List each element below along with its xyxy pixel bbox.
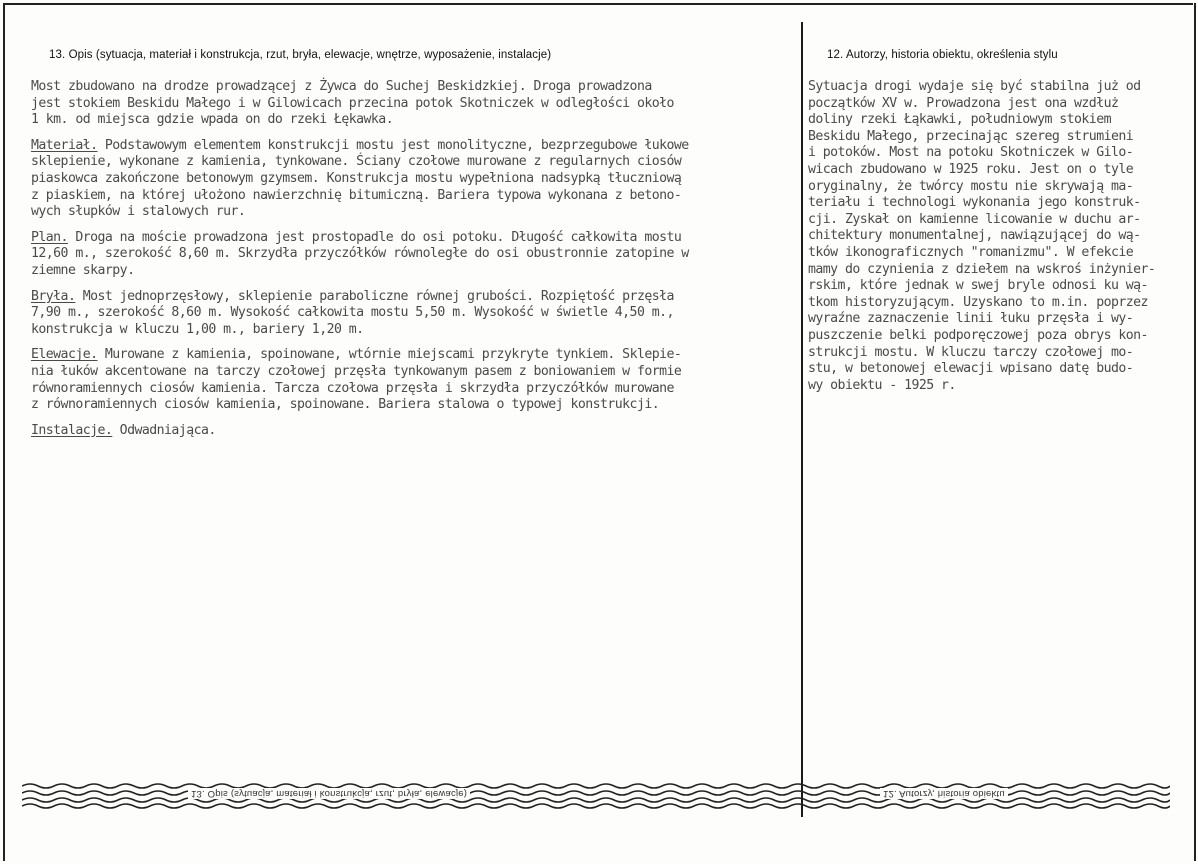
- text-line: [31, 381, 786, 398]
- section-label: Elewacje.: [31, 347, 98, 363]
- text-line: [31, 154, 786, 171]
- text-line-content: jest stokiem Beskidu Małego i w Gilowicach przecina potok Skotniczek w odległości około: [31, 95, 674, 111]
- text-line: puszczenie belki podporęczowej poza obrys kon-: [808, 327, 1148, 343]
- page-border-top: [3, 3, 1193, 5]
- footer-mirrored-right-caption: 12. Autorzy, historia obiektu: [880, 788, 1008, 799]
- text-line-content: Podstawowym elementem konstrukcji mostu jest monolityczne, bezprzegubowe łukowe: [97, 137, 689, 153]
- text-line-content: Murowane z kamienia, spoinowane, wtórnie miejscami przykryte tynkiem. Sklepie-: [97, 347, 682, 363]
- text-line-content: Most jednoprzęsłowy, sklepienie paraboliczne równej grubości. Rozpiętość przęsła: [75, 288, 674, 304]
- text-line: tkom historyzującym. Uzyskano to m.in. poprzez: [808, 294, 1148, 310]
- text-line: [31, 204, 786, 221]
- text-line: [31, 322, 786, 339]
- text-line: [31, 138, 786, 155]
- description-paragraph: [31, 423, 786, 440]
- description-paragraph: [31, 138, 786, 221]
- text-line: Beskidu Małego, przecinając szereg strumieni: [808, 128, 1134, 144]
- text-line: wy obiektu - 1925 r.: [808, 377, 956, 393]
- description-column: [31, 79, 786, 448]
- text-line-content: 7,90 m., szerokość 8,60 m. Wysokość całkowita mostu 5,50 m. Wysokość w świetle 4,50 m.,: [31, 305, 674, 321]
- description-paragraph: [31, 230, 786, 280]
- text-line: [31, 423, 786, 440]
- section-label: Bryła.: [31, 288, 76, 304]
- history-column: [808, 79, 1190, 394]
- description-paragraph: [31, 347, 786, 413]
- text-line: [31, 246, 786, 263]
- text-line: [31, 112, 786, 129]
- text-line-content: z piaskiem, na której ułożono nawierzchnię bitumiczną. Bariera typowa wykonana z betono-: [31, 187, 682, 203]
- text-line-content: z równoramiennych ciosów kamienia, spoinowane. Bariera stalowa o typowej konstrukcji.: [31, 397, 660, 413]
- column-divider: [801, 22, 803, 817]
- text-line: oryginalny, że twórcy mostu nie skrywają ma-: [808, 178, 1134, 194]
- text-line: tków ikonograficznych "romanizmu". W efekcie: [808, 244, 1134, 260]
- text-line: strukcji mostu. W kluczu tarczy czołowej mo-: [808, 344, 1134, 360]
- text-line: [31, 188, 786, 205]
- text-line-content: wych słupków i stalowych rur.: [31, 204, 246, 220]
- text-line: początków XV w. Prowadzona jest ona wzdłuż: [808, 95, 1119, 111]
- text-line-content: piaskowca zakończone betonowym gzymsem. Konstrukcja mostu wypełniona nadsypką tłuczniową: [31, 170, 682, 186]
- text-line: wyraźne zaznaczenie linii łuku przęsła i wy-: [808, 311, 1134, 327]
- page-border-right: [1194, 3, 1196, 861]
- text-line-content: 12,60 m., szerokość 8,60 m. Skrzydła przyczółków równoległe do osi obustronnie zatopine w: [31, 246, 689, 262]
- text-line-content: 1 km. od miejsca gdzie wpada on do rzeki Łękawka.: [31, 112, 394, 128]
- left-column-header: 13. Opis (sytuacja, materiał i konstrukcja, rzut, bryła, elewacje, wnętrze, wyposażenie, instalacje): [49, 49, 552, 61]
- text-line: [31, 397, 786, 414]
- text-line: rskim, które jednak w swej bryle odnosi ku wą-: [808, 278, 1148, 294]
- text-line: chitektury monumentalnej, nawiązującej do wą-: [808, 228, 1141, 244]
- text-line-content: Droga na moście prowadzona jest prostopadle do osi potoku. Długość całkowita mostu: [67, 229, 682, 245]
- text-line: [31, 305, 786, 322]
- text-line: [31, 364, 786, 381]
- text-line: i potoków. Most na potoku Skotniczek w Gilo-: [808, 145, 1134, 161]
- text-line-content: konstrukcja w kluczu 1,00 m., bariery 1,20 m.: [31, 321, 364, 337]
- section-label: Materiał.: [31, 137, 98, 153]
- text-line: wicach zbudowano w 1925 roku. Jest on o tyle: [808, 161, 1134, 177]
- text-line: doliny rzeki Łąkawki, południowym stokiem: [808, 112, 1111, 128]
- text-line: teriału i technologi wykonania jego konstruk-: [808, 195, 1141, 211]
- description-paragraph: [31, 79, 786, 129]
- text-line: mamy do czynienia z dziełem na wskroś inżynier-: [808, 261, 1156, 277]
- text-line-content: Most zbudowano na drodze prowadzącej z Żywca do Suchej Beskidzkiej. Droga prowadzona: [31, 79, 652, 94]
- text-line: cji. Zyskał on kamienne licowanie w duchu ar-: [808, 211, 1141, 227]
- page-border-left: [3, 3, 5, 861]
- text-line: Sytuacja drogi wydaje się być stabilna już od: [808, 79, 1141, 94]
- footer-mirrored-left-caption: 13. Opis (sytuacja, materiał i konstrukcja, rzut, bryła, elewacje): [188, 788, 470, 799]
- right-column-header: 12. Autorzy, historia obiektu, określenia stylu: [827, 49, 1058, 61]
- description-paragraph: [31, 289, 786, 339]
- text-line: stu, w betonowej elewacji wpisano datę budo-: [808, 361, 1134, 377]
- text-line: [31, 263, 786, 280]
- section-label: Plan.: [31, 229, 68, 245]
- text-line: [31, 347, 786, 364]
- text-line: [31, 79, 786, 96]
- text-line-content: nia łuków akcentowane na tarczy czołowej przęsła tynkowanym pasem z boniowaniem w formie: [31, 363, 682, 379]
- text-line-content: ziemne skarpy.: [31, 262, 135, 278]
- text-line: [31, 96, 786, 113]
- text-line-content: równoramiennych ciosów kamienia. Tarcza czołowa przęsła i skrzydła przyczółków murowane: [31, 380, 674, 396]
- text-line: [31, 171, 786, 188]
- text-line: [31, 230, 786, 247]
- text-line: [31, 289, 786, 306]
- text-line-content: Odwadniająca.: [112, 422, 216, 438]
- text-line-content: sklepienie, wykonane z kamienia, tynkowane. Ściany czołowe murowane z regularnych ciosów: [31, 154, 682, 170]
- section-label: Instalacje.: [31, 422, 113, 438]
